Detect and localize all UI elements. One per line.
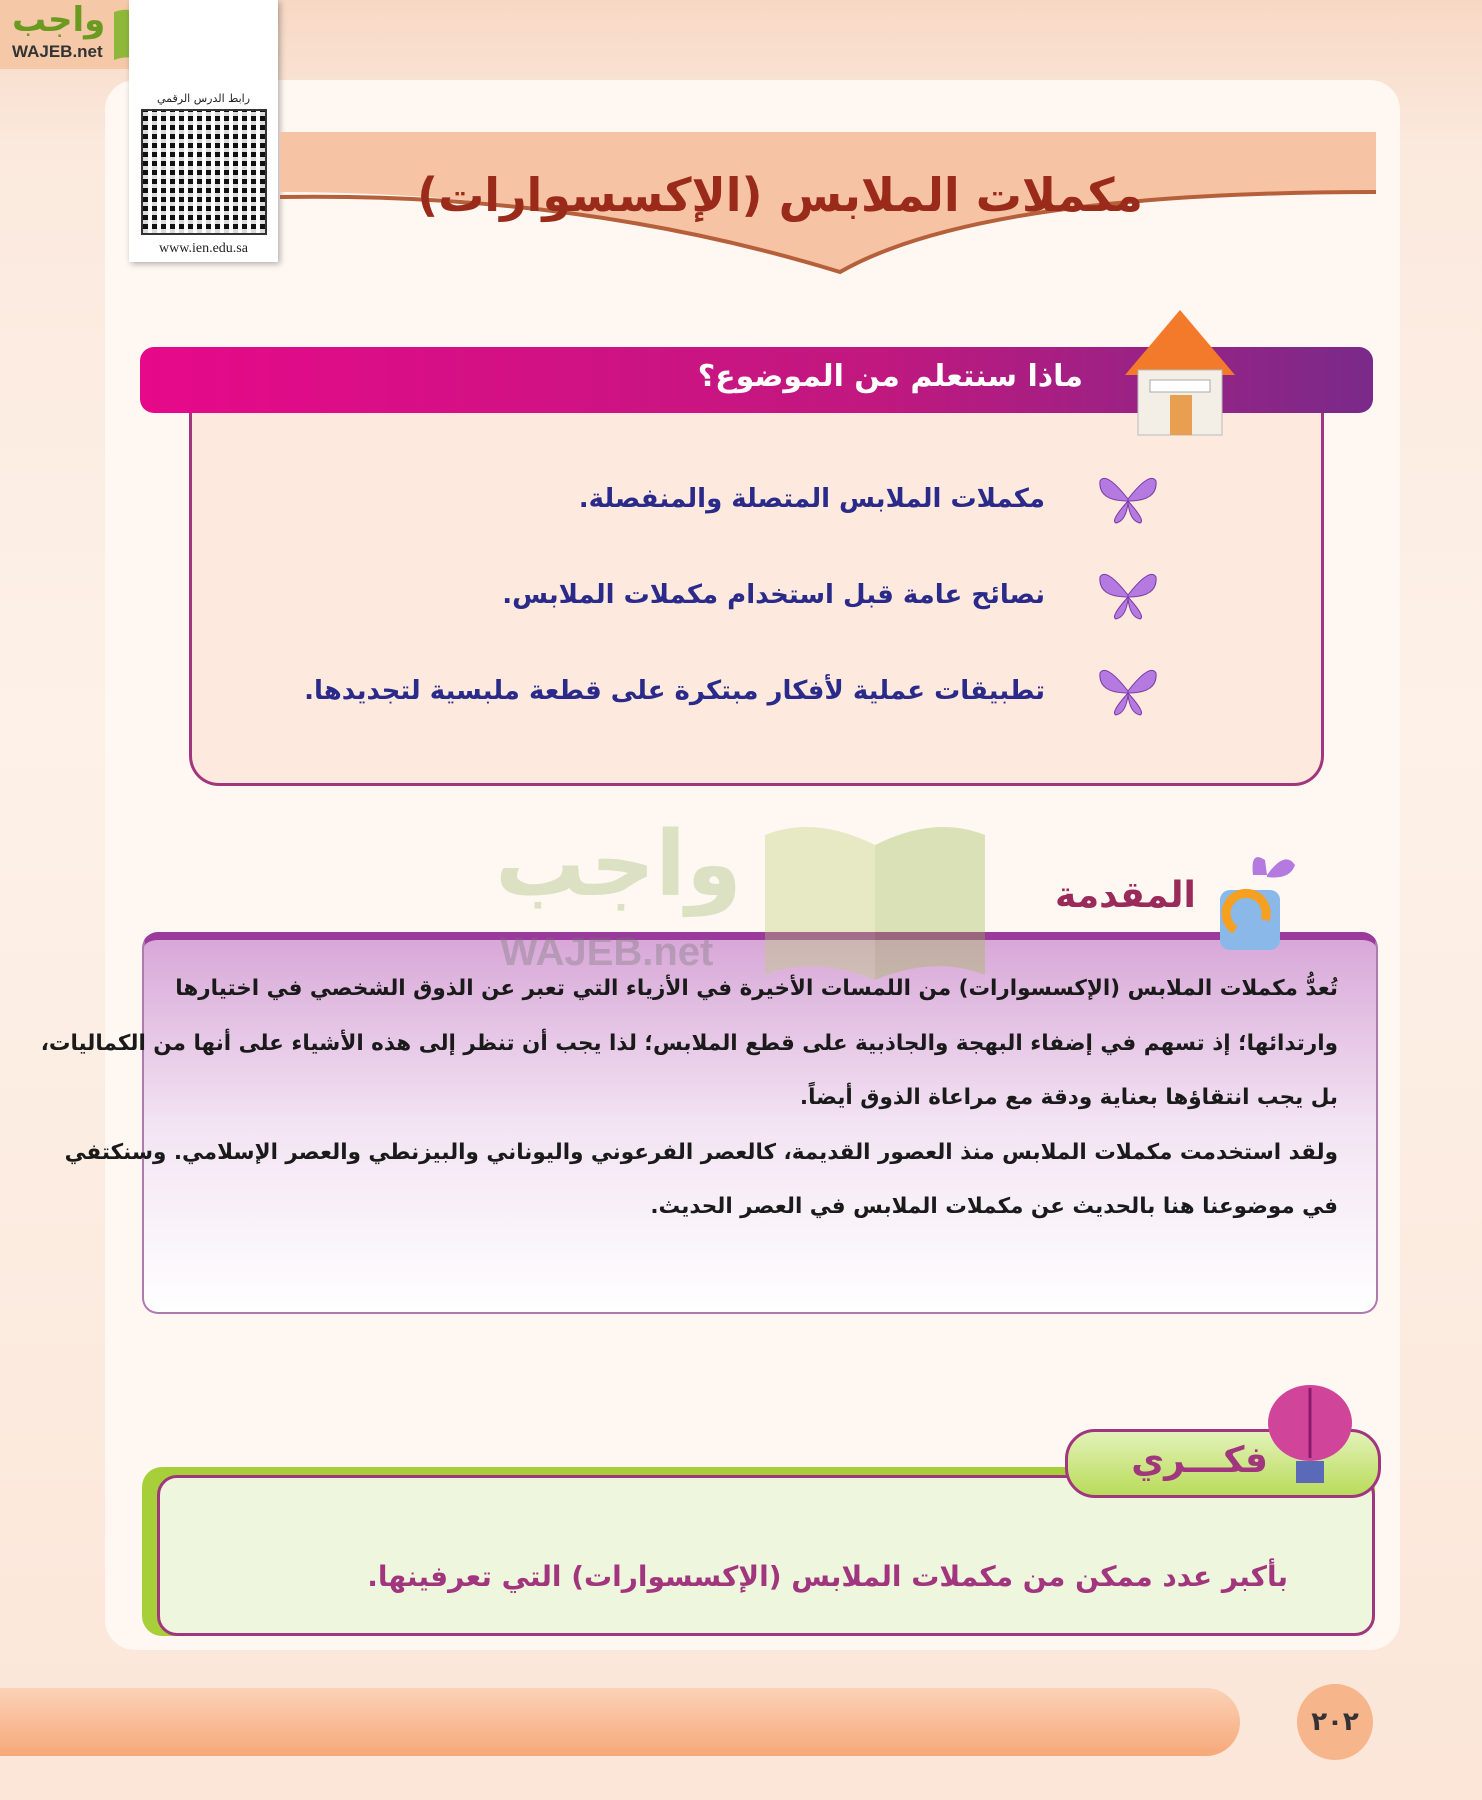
think-question: بأكبر عدد ممكن من مكملات الملابس (الإكسسوارات) التي تعرفينها. <box>367 1560 1288 1593</box>
butterfly-icon <box>1096 663 1160 719</box>
brain-bulb-icon <box>1263 1383 1358 1493</box>
intro-line: ولقد استخدمت مكملات الملابس منذ العصور القديمة، كالعصر الفرعوني واليوناني والبيزنطي والعصر الإسلامي. وسنكتفي <box>64 1140 1338 1165</box>
watermark-icon <box>495 815 995 985</box>
intro-heading: المقدمة <box>1055 875 1196 916</box>
objectives-heading: ماذا سنتعلم من الموضوع؟ <box>697 359 1083 394</box>
butterfly-icon <box>1096 471 1160 527</box>
logo-latin: WAJEB.net <box>12 42 103 61</box>
recycle-butterfly-icon <box>1205 855 1305 955</box>
objective-item: نصائح عامة قبل استخدام مكملات الملابس. <box>502 580 1045 610</box>
intro-box <box>40 932 1378 1314</box>
objective-item: مكملات الملابس المتصلة والمنفصلة. <box>578 484 1045 514</box>
intro-line: وارتدائها؛ إذ تسهم في إضفاء البهجة والجاذبية على قطع الملابس؛ لذا يجب أن تنظر إلى هذه الأشياء على أنها من الكماليات، <box>40 1031 1338 1056</box>
intro-line: بل يجب انتقاؤها بعناية ودقة مع مراعاة الذوق أيضاً. <box>799 1085 1338 1110</box>
svg-text:WAJEB.net: WAJEB.net <box>500 930 714 974</box>
qr-card <box>129 0 278 262</box>
page-number: ٢٠٢ <box>1297 1684 1373 1760</box>
intro-line: تُعدُّ مكملات الملابس (الإكسسوارات) من اللمسات الأخيرة في الأزياء التي تعبر عن الذوق الشخصي في اختيارها <box>175 976 1338 1001</box>
think-box <box>157 1475 1375 1636</box>
qr-label: رابط الدرس الرقمي <box>156 92 251 105</box>
house-icon <box>1120 305 1240 440</box>
intro-line: في موضوعنا هنا بالحديث عن مكملات الملابس في العصر الحديث. <box>650 1194 1338 1219</box>
logo-arabic: واجب <box>12 0 106 40</box>
objective-item: تطبيقات عملية لأفكار مبتكرة على قطعة ملبسية لتجديدها. <box>304 676 1045 706</box>
page-title: مكملات الملابس (الإكسسوارات) <box>417 168 1143 222</box>
butterfly-icon <box>1096 567 1160 623</box>
svg-text:واجب: واجب <box>495 815 742 917</box>
watermark-logo <box>495 815 995 989</box>
qr-code[interactable] <box>141 109 267 235</box>
qr-url[interactable]: www.ien.edu.sa <box>159 241 248 256</box>
think-label-text: فكـــري <box>1131 1440 1268 1481</box>
footer-bar <box>0 1688 1240 1756</box>
